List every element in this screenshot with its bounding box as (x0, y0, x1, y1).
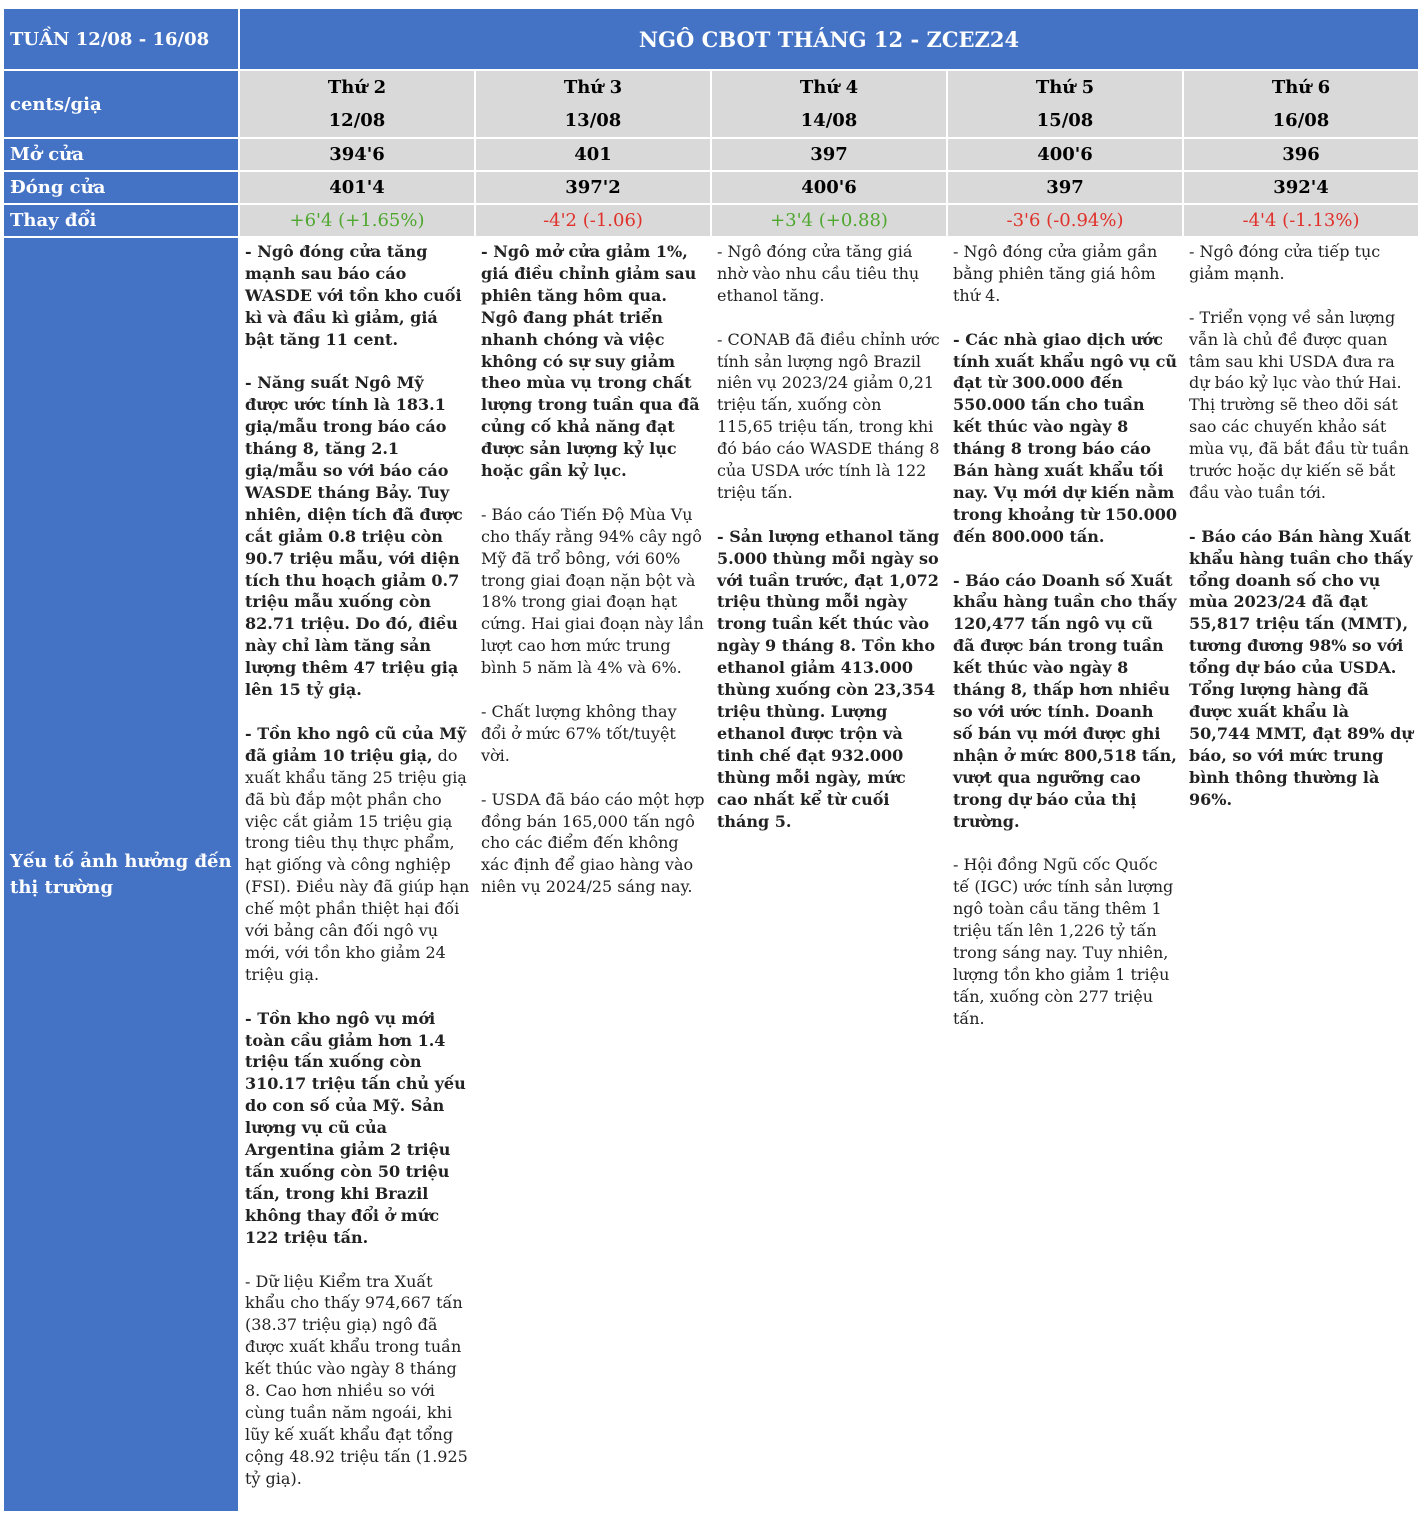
news-cell-wed (712, 238, 946, 1511)
factors-label: Yếu tố ảnh hưởng đến thị trường (4, 238, 238, 1511)
close-value: 392'4 (1184, 172, 1418, 203)
change-label: Thay đổi (4, 205, 238, 236)
day-name: Thứ 3 (563, 77, 623, 98)
open-value: 394'6 (240, 139, 474, 170)
open-value: 397 (712, 139, 946, 170)
day-date: 14/08 (800, 110, 858, 131)
news-cell-mon (240, 238, 474, 1511)
news-item (245, 723, 470, 986)
day-header-fri (1184, 71, 1418, 137)
close-value: 401'4 (240, 172, 474, 203)
week-label: TUẦN 12/08 - 16/08 (4, 9, 238, 69)
day-date: 15/08 (1036, 110, 1094, 131)
open-label: Mở cửa (4, 139, 238, 170)
news-item: - Chất lượng không thay đổi ở mức 67% tốt/tuyệt vời. (481, 702, 677, 765)
news-item: - CONAB đã điều chỉnh ước tính sản lượng ngô Brazil niên vụ 2023/24 giảm 0,21 triệu tấn, xuống còn 115,65 triệu tấn, trong khi đó báo cáo WASDE tháng 8 của USDA ước tính là 122 triệu tấn. (717, 329, 940, 502)
change-value: +3'4 (+0.88) (712, 205, 946, 236)
day-header-tue (476, 71, 710, 137)
news-item: - Triển vọng về sản lượng vẫn là chủ đề được quan tâm sau khi USDA đưa ra dự báo kỷ lục vào thứ Hai. Thị trường sẽ theo dõi sát sao các chuyến khảo sát mùa vụ, đã bắt đầu từ tuần trước hoặc dự kiến sẽ bắt đầu vào tuần tới. (1189, 307, 1409, 502)
day-header-thu (948, 71, 1182, 137)
day-date: 13/08 (564, 110, 622, 131)
day-header-mon (240, 71, 474, 137)
day-name: Thứ 2 (327, 77, 387, 98)
news-cell-fri (1184, 238, 1418, 1511)
news-item: - Năng suất Ngô Mỹ được ước tính là 183.1 giạ/mẫu trong báo cáo tháng 8, tăng 2.1 giạ/mẫu so với báo cáo WASDE tháng Bảy. Tuy nhiên, diện tích đã được cắt giảm 0.8 triệu còn 90.7 triệu mẫu, với diện tích thu hoạch giảm 0.7 triệu mẫu xuống còn 82.71 triệu. Do đó, điều này chỉ làm tăng sản lượng thêm 47 triệu giạ lên 15 tỷ giạ. (245, 373, 463, 700)
news-item: - Ngô mở cửa giảm 1%, giá điều chỉnh giảm sau phiên tăng hôm qua. Ngô đang phát triển nhanh chóng và việc không có sự suy giảm theo mùa vụ trong chất lượng trong tuần qua đã củng cố khả năng đạt được sản lượng kỷ lục hoặc gần kỷ lục. (481, 242, 700, 481)
news-item: - USDA đã báo cáo một hợp đồng bán 165,000 tấn ngô cho các điểm đến không xác định để giao hàng vào niên vụ 2024/25 sáng nay. (481, 789, 705, 897)
change-value: -3'6 (-0.94%) (948, 205, 1182, 236)
table-title: NGÔ CBOT THÁNG 12 - ZCEZ24 (240, 9, 1418, 69)
close-value: 400'6 (712, 172, 946, 203)
day-date: 12/08 (328, 110, 386, 131)
news-item: - Báo cáo Bán hàng Xuất khẩu hàng tuần cho thấy tổng doanh số cho vụ mùa 2023/24 đã đạt 55,817 triệu tấn (MMT), tương đương 98% so với tổng dự báo của USDA. Tổng lượng hàng đã được xuất khẩu là 50,744 MMT, đạt 89% dự báo, so với mức trung bình thông thường là 96%. (1189, 526, 1413, 809)
day-name: Thứ 4 (799, 77, 859, 98)
news-item: - Ngô đóng cửa tăng mạnh sau báo cáo WASDE với tồn kho cuối kì và đầu kì giảm, giá bật tăng 11 cent. (245, 242, 462, 349)
news-cell-tue (476, 238, 710, 1511)
news-item: - Báo cáo Doanh số Xuất khẩu hàng tuần cho thấy 120,477 tấn ngô vụ cũ đã được bán trong tuần kết thúc vào ngày 8 tháng 8, thấp hơn nhiều so với ước tính. Doanh số bán vụ mới được ghi nhận ở mức 800,518 tấn, vượt qua ngưỡng cao trong dự báo của thị trường. (953, 570, 1177, 831)
day-name: Thứ 5 (1035, 77, 1095, 98)
news-item: - Ngô đóng cửa tiếp tục giảm mạnh. (1189, 242, 1381, 283)
day-name: Thứ 6 (1271, 77, 1331, 98)
day-date: 16/08 (1272, 110, 1330, 131)
news-item: - Các nhà giao dịch ước tính xuất khẩu ngô vụ cũ đạt từ 300.000 đến 550.000 tấn cho tuần kết thúc vào ngày 8 tháng 8 trong báo cáo Bán hàng xuất khẩu tối nay. Vụ mới dự kiến nằm trong khoảng từ 150.000 đến 800.000 tấn. (953, 329, 1178, 546)
open-value: 396 (1184, 139, 1418, 170)
change-value: -4'2 (-1.06) (476, 205, 710, 236)
news-item: - Dữ liệu Kiểm tra Xuất khẩu cho thấy 974,667 tấn (38.37 triệu giạ) ngô đã được xuất khẩu trong tuần kết thúc vào ngày 8 tháng 8. Cao hơn nhiều so với cùng tuần năm ngoái, khi lũy kế xuất khẩu đạt tổng cộng 48.92 triệu tấn (1.925 tỷ giạ). (245, 1271, 468, 1488)
news-item: - Hội đồng Ngũ cốc Quốc tế (IGC) ước tính sản lượng ngô toàn cầu tăng thêm 1 triệu tấn lên 1,226 tỷ tấn trong sáng nay. Tuy nhiên, lượng tồn kho giảm 1 triệu tấn, xuống còn 277 triệu tấn. (953, 855, 1174, 1028)
news-item-rest: do xuất khẩu tăng 25 triệu giạ đã bù đắp một phần cho việc cắt giảm 15 triệu giạ trong tiêu thụ thực phẩm, hạt giống và công nghiệp (FSI). Điều này đã giúp hạn chế một phần thiệt hại đối với bảng cân đối ngô vụ mới, với tồn kho giảm 24 triệu giạ. (245, 745, 470, 984)
unit-label: cents/giạ (4, 71, 238, 137)
open-value: 400'6 (948, 139, 1182, 170)
close-label: Đóng cửa (4, 172, 238, 203)
news-item-lead: - Tồn kho ngô cũ của Mỹ đã giảm 10 triệu giạ, (245, 723, 467, 765)
news-item: - Báo cáo Tiến Độ Mùa Vụ cho thấy rằng 94% cây ngô Mỹ đã trổ bông, với 60% trong giai đoạn nặn bột và 18% trong giai đoạn hạt cứng. Hai giai đoạn này lần lượt cao hơn mức trung bình 5 năm là 4% và 6%. (481, 504, 704, 678)
change-value: -4'4 (-1.13%) (1184, 205, 1418, 236)
news-item: - Tồn kho ngô vụ mới toàn cầu giảm hơn 1.4 triệu tấn xuống còn 310.17 triệu tấn chủ yếu do con số của Mỹ. Sản lượng vụ cũ của Argentina giảm 2 triệu tấn xuống còn 50 triệu tấn, trong khi Brazil không thay đổi ở mức 122 triệu tấn. (245, 1008, 466, 1247)
change-value: +6'4 (+1.65%) (240, 205, 474, 236)
close-value: 397'2 (476, 172, 710, 203)
corn-weekly-table (2, 7, 1418, 1513)
news-item: - Ngô đóng cửa giảm gần bằng phiên tăng giá hôm thứ 4. (953, 242, 1158, 305)
news-cell-thu (948, 238, 1182, 1511)
close-value: 397 (948, 172, 1182, 203)
open-value: 401 (476, 139, 710, 170)
day-header-wed (712, 71, 946, 137)
news-item: - Ngô đóng cửa tăng giá nhờ vào nhu cầu tiêu thụ ethanol tăng. (717, 242, 920, 305)
news-item: - Sản lượng ethanol tăng 5.000 thùng mỗi ngày so với tuần trước, đạt 1,072 triệu thùng mỗi ngày trong tuần kết thúc vào ngày 9 tháng 8. Tồn kho ethanol giảm 413.000 thùng xuống còn 23,354 triệu thùng. Lượng ethanol được trộn và tinh chế đạt 932.000 thùng mỗi ngày, mức cao nhất kể từ cuối tháng 5. (717, 526, 940, 831)
